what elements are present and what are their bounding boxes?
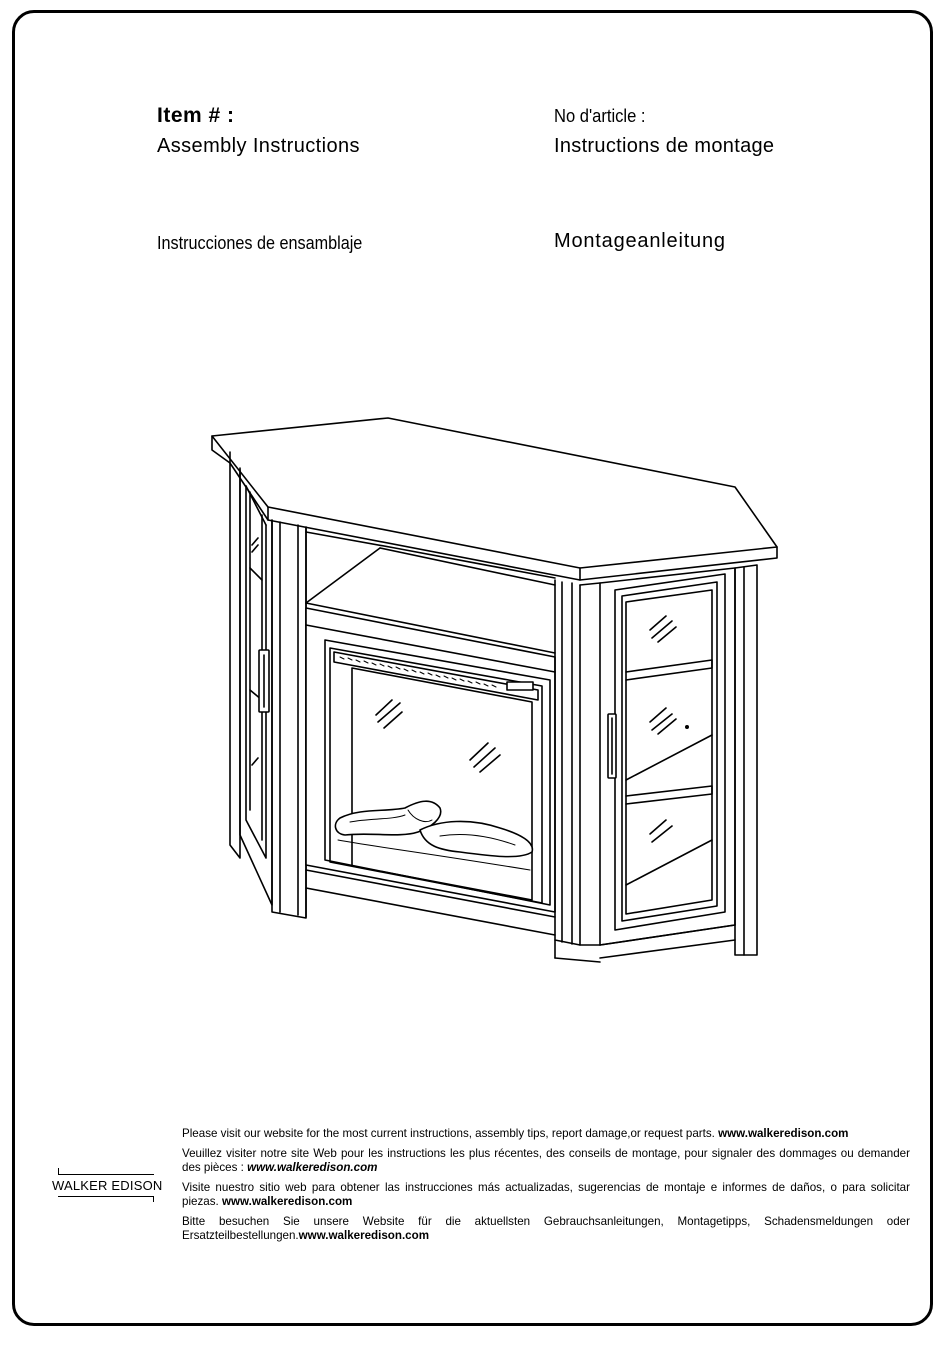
- item-number-label: Item # :: [157, 104, 235, 127]
- website-link[interactable]: www.walkeredison.com: [247, 1161, 378, 1174]
- article-number-label: No d'article :: [554, 106, 646, 126]
- title-german: Montageanleitung: [554, 230, 726, 252]
- walker-edison-logo: [52, 1168, 170, 1202]
- title-french: Instructions de montage: [554, 135, 775, 157]
- title-spanish: Instrucciones de ensamblaje: [157, 233, 363, 253]
- brand-name: WALKER EDISON: [52, 1178, 163, 1193]
- notice-german-text: Bitte besuchen Sie unsere Website für die aktuellsten Gebrauchsanleitungen, Montagetipps, Schadensmeldungen oder Ersatzteilbestellungen.: [182, 1214, 910, 1242]
- website-link[interactable]: www.walkeredison.com: [298, 1229, 430, 1242]
- notice-french-text: Veuillez visiter notre site Web pour les instructions les plus récentes, des conseils de montage, pour signaler des dommages ou demander des pièces :: [182, 1146, 910, 1174]
- notice-french: [182, 1147, 910, 1176]
- title-english: Assembly Instructions: [157, 135, 360, 157]
- notice-german: [182, 1215, 910, 1244]
- website-link[interactable]: www.walkeredison.com: [718, 1127, 849, 1140]
- website-link[interactable]: www.walkeredison.com: [221, 1195, 353, 1208]
- notice-english-text: Please visit our website for the most current instructions, assembly tips, report damage,or request parts.: [182, 1127, 719, 1140]
- notice-spanish-text: Visite nuestro sitio web para obtener las instrucciones más actualizadas, sugerencias de montaje e informes de daños, o para solicitar piezas.: [182, 1180, 910, 1208]
- notice-spanish: [182, 1181, 910, 1210]
- notice-english: [182, 1127, 910, 1142]
- website-notice: [182, 1127, 910, 1249]
- tv-stand-fireplace-icon: [195, 410, 795, 970]
